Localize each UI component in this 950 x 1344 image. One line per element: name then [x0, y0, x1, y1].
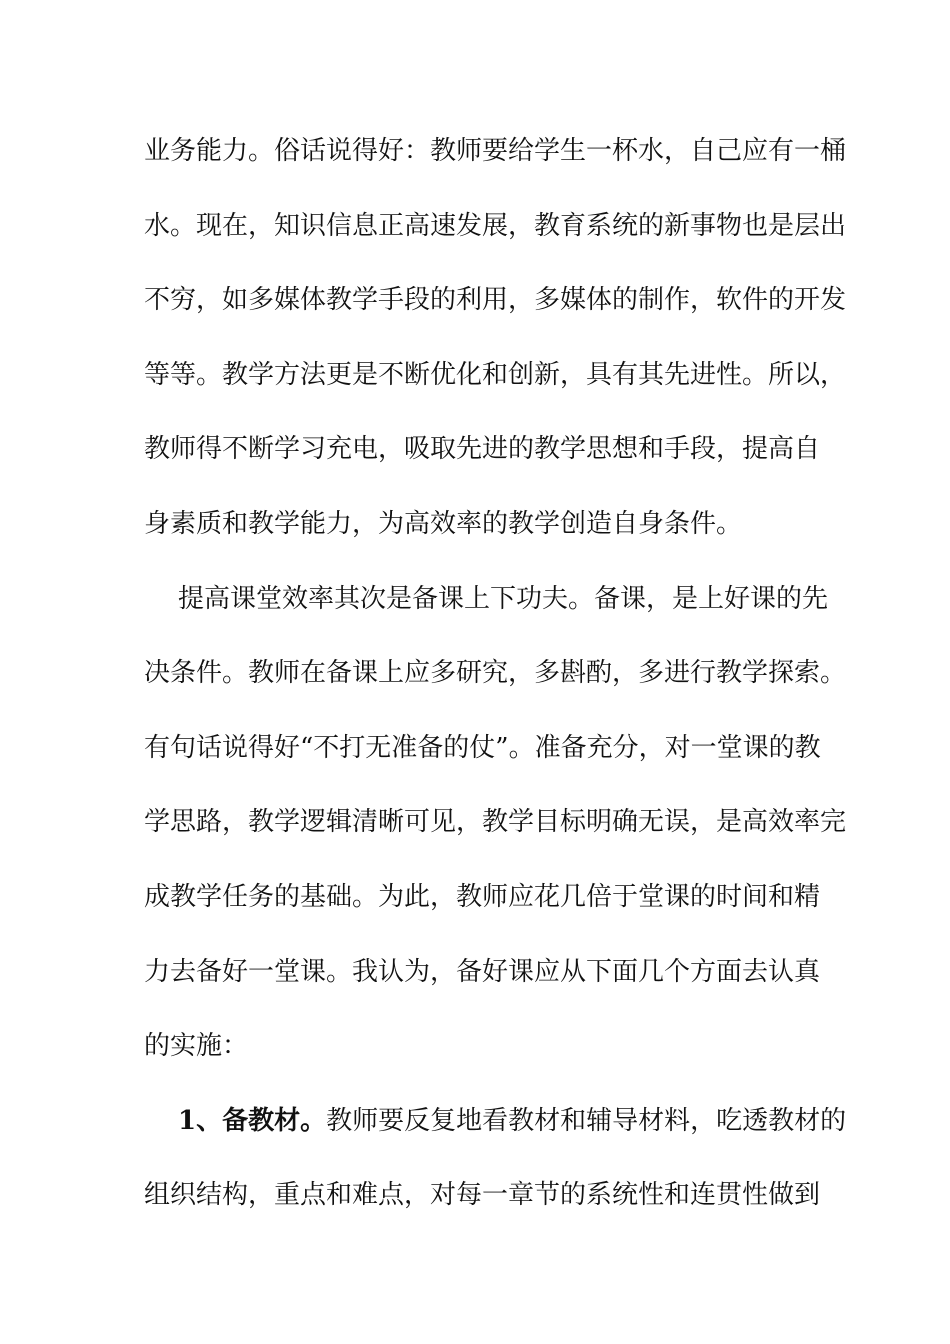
- paragraph-lesson-preparation: [144, 573, 847, 1095]
- text-line: 不穷，如多媒体教学手段的利用，多媒体的制作，软件的开发: [144, 285, 847, 316]
- text-line: 有句话说得好“不打无准备的仗”。准备充分，对一堂课的教: [144, 732, 821, 763]
- text-line: 提高课堂效率其次是备课上下功夫。备课，是上好课的先: [178, 583, 829, 614]
- text-line: 力去备好一堂课。我认为，备好课应从下面几个方面去认真: [144, 956, 821, 987]
- text-line: 身素质和教学能力，为高效率的教学创造自身条件。: [144, 508, 743, 539]
- section-heading: 1、备教材。: [178, 1105, 327, 1136]
- document-body: [144, 125, 847, 1244]
- paragraph-prepare-textbook: [144, 1095, 847, 1244]
- text-run: 教师要反复地看教材和辅导材料，吃透教材的: [326, 1105, 847, 1136]
- text-line: 组织结构，重点和难点，对每一章节的系统性和连贯性做到: [144, 1180, 821, 1211]
- paragraph-teacher-ability: [144, 125, 847, 573]
- text-line: 的实施：: [144, 1031, 249, 1062]
- text-line: 等等。教学方法更是不断优化和创新，具有其先进性。所以，: [144, 359, 847, 390]
- text-line: 学思路，教学逻辑清晰可见，教学目标明确无误，是高效率完: [144, 807, 847, 838]
- text-line: [144, 1095, 847, 1170]
- text-line: 成教学任务的基础。为此，教师应花几倍于堂课的时间和精: [144, 881, 821, 912]
- text-line: 水。现在，知识信息正高速发展，教育系统的新事物也是层出: [144, 210, 847, 241]
- text-line: 业务能力。俗话说得好：教师要给学生一杯水，自己应有一桶: [144, 136, 847, 166]
- text-line: 决条件。教师在备课上应多研究，多斟酌，多进行教学探索。: [144, 658, 847, 689]
- text-line: 教师得不断学习充电，吸取先进的教学思想和手段，提高自: [144, 434, 821, 465]
